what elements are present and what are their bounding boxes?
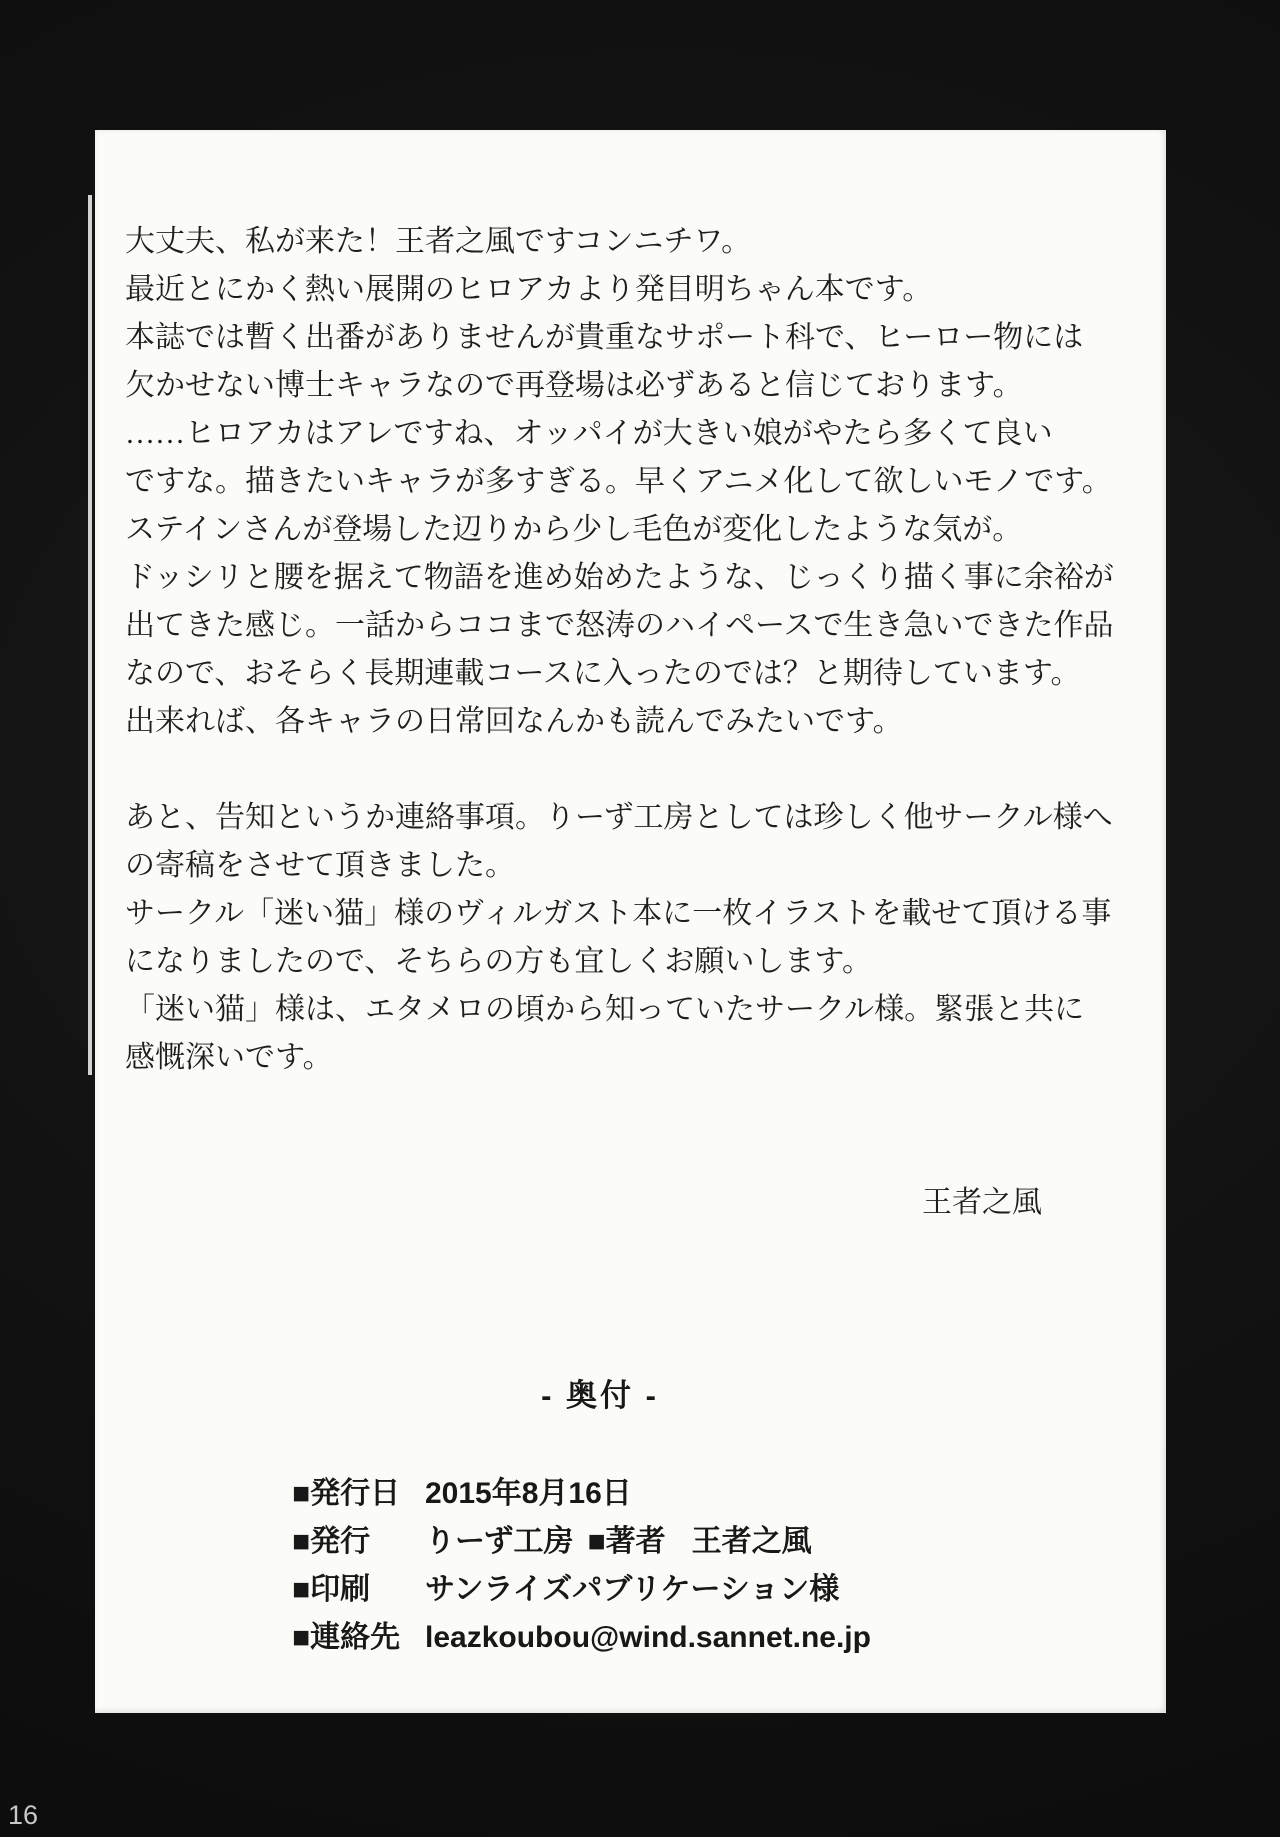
colophon-row-contact-email xyxy=(292,1614,1075,1662)
colophon-row-printer xyxy=(292,1566,1075,1614)
afterword-line: 最近とにかく熱い展開のヒロアカより発目明ちゃん本です。 xyxy=(125,273,933,306)
colophon-row-publisher-author xyxy=(292,1518,1075,1566)
afterword-text-block xyxy=(125,218,1145,1227)
author-signature: 王者之風 xyxy=(922,1186,1042,1219)
afterword-line: 大丈夫、私が来た！王者之風ですコンニチワ。 xyxy=(125,225,752,258)
colophon-value: leazkoubou@wind.sannet.ne.jp xyxy=(425,1621,871,1654)
afterword-line: 感慨深いです。 xyxy=(125,1041,333,1074)
afterword-line: ステインさんが登場した辺りから少し毛色が変化したような気が。 xyxy=(125,513,1023,546)
page-number: 16 xyxy=(8,1800,39,1830)
doujin-afterword-page xyxy=(95,130,1166,1713)
colophon-label: ■著者 xyxy=(587,1525,666,1558)
colophon-value: りーず工房 xyxy=(425,1525,574,1558)
afterword-paragraph-2 xyxy=(125,794,1145,1082)
afterword-line: ドッシリと腰を据えて物語を進め始めたような、じっくり描く事に余裕が xyxy=(125,561,1114,594)
afterword-line: あと、告知というか連絡事項。りーず工房としては珍しく他サークル様へ xyxy=(125,801,1113,834)
paragraph-gap xyxy=(125,746,1145,794)
afterword-line: の寄稿をさせて頂きました。 xyxy=(125,849,515,882)
colophon-value: 王者之風 xyxy=(691,1525,812,1558)
afterword-line: サークル「迷い猫」様のヴィルガスト本に一枚イラストを載せて頂ける事 xyxy=(125,897,1112,930)
afterword-line: 「迷い猫」様は、エタメロの頃から知っていたサークル様。緊張と共に xyxy=(125,993,1085,1026)
afterword-line: ……ヒロアカはアレですね、オッパイが大きい娘がやたら多くて良い xyxy=(125,417,1053,450)
scan-edge-artifact xyxy=(88,195,95,1075)
colophon-rows xyxy=(292,1470,1075,1662)
afterword-line: なので、おそらく長期連載コースに入ったのでは？と期待しています。 xyxy=(125,657,1081,690)
colophon-label: ■発行日 xyxy=(292,1477,401,1510)
afterword-line: 欠かせない博士キャラなので再登場は必ずあると信じております。 xyxy=(125,369,1023,402)
colophon-value: 2015年8月16日 xyxy=(425,1477,632,1510)
colophon-value: サンライズパブリケーション様 xyxy=(425,1573,840,1606)
colophon-label: ■印刷 xyxy=(292,1573,371,1606)
colophon-block xyxy=(125,1372,1075,1662)
afterword-line: 出てきた感じ。一話からココまで怒涛のハイペースで生き急いできた作品 xyxy=(125,609,1114,642)
afterword-line: ですな。描きたいキャラが多すぎる。早くアニメ化して欲しいモノです。 xyxy=(125,465,1112,498)
afterword-line: 本誌では暫く出番がありませんが貴重なサポート科で、ヒーロー物には xyxy=(125,321,1084,354)
colophon-row-publish-date xyxy=(292,1470,1075,1518)
colophon-label: ■連絡先 xyxy=(292,1621,401,1654)
afterword-paragraph-1 xyxy=(125,218,1145,746)
afterword-line: になりましたので、そちらの方も宜しくお願いします。 xyxy=(125,945,872,978)
colophon-title: - 奥付 - xyxy=(541,1378,659,1413)
colophon-label: ■発行 xyxy=(292,1525,371,1558)
afterword-line: 出来れば、各キャラの日常回なんかも読んでみたいです。 xyxy=(125,705,903,738)
